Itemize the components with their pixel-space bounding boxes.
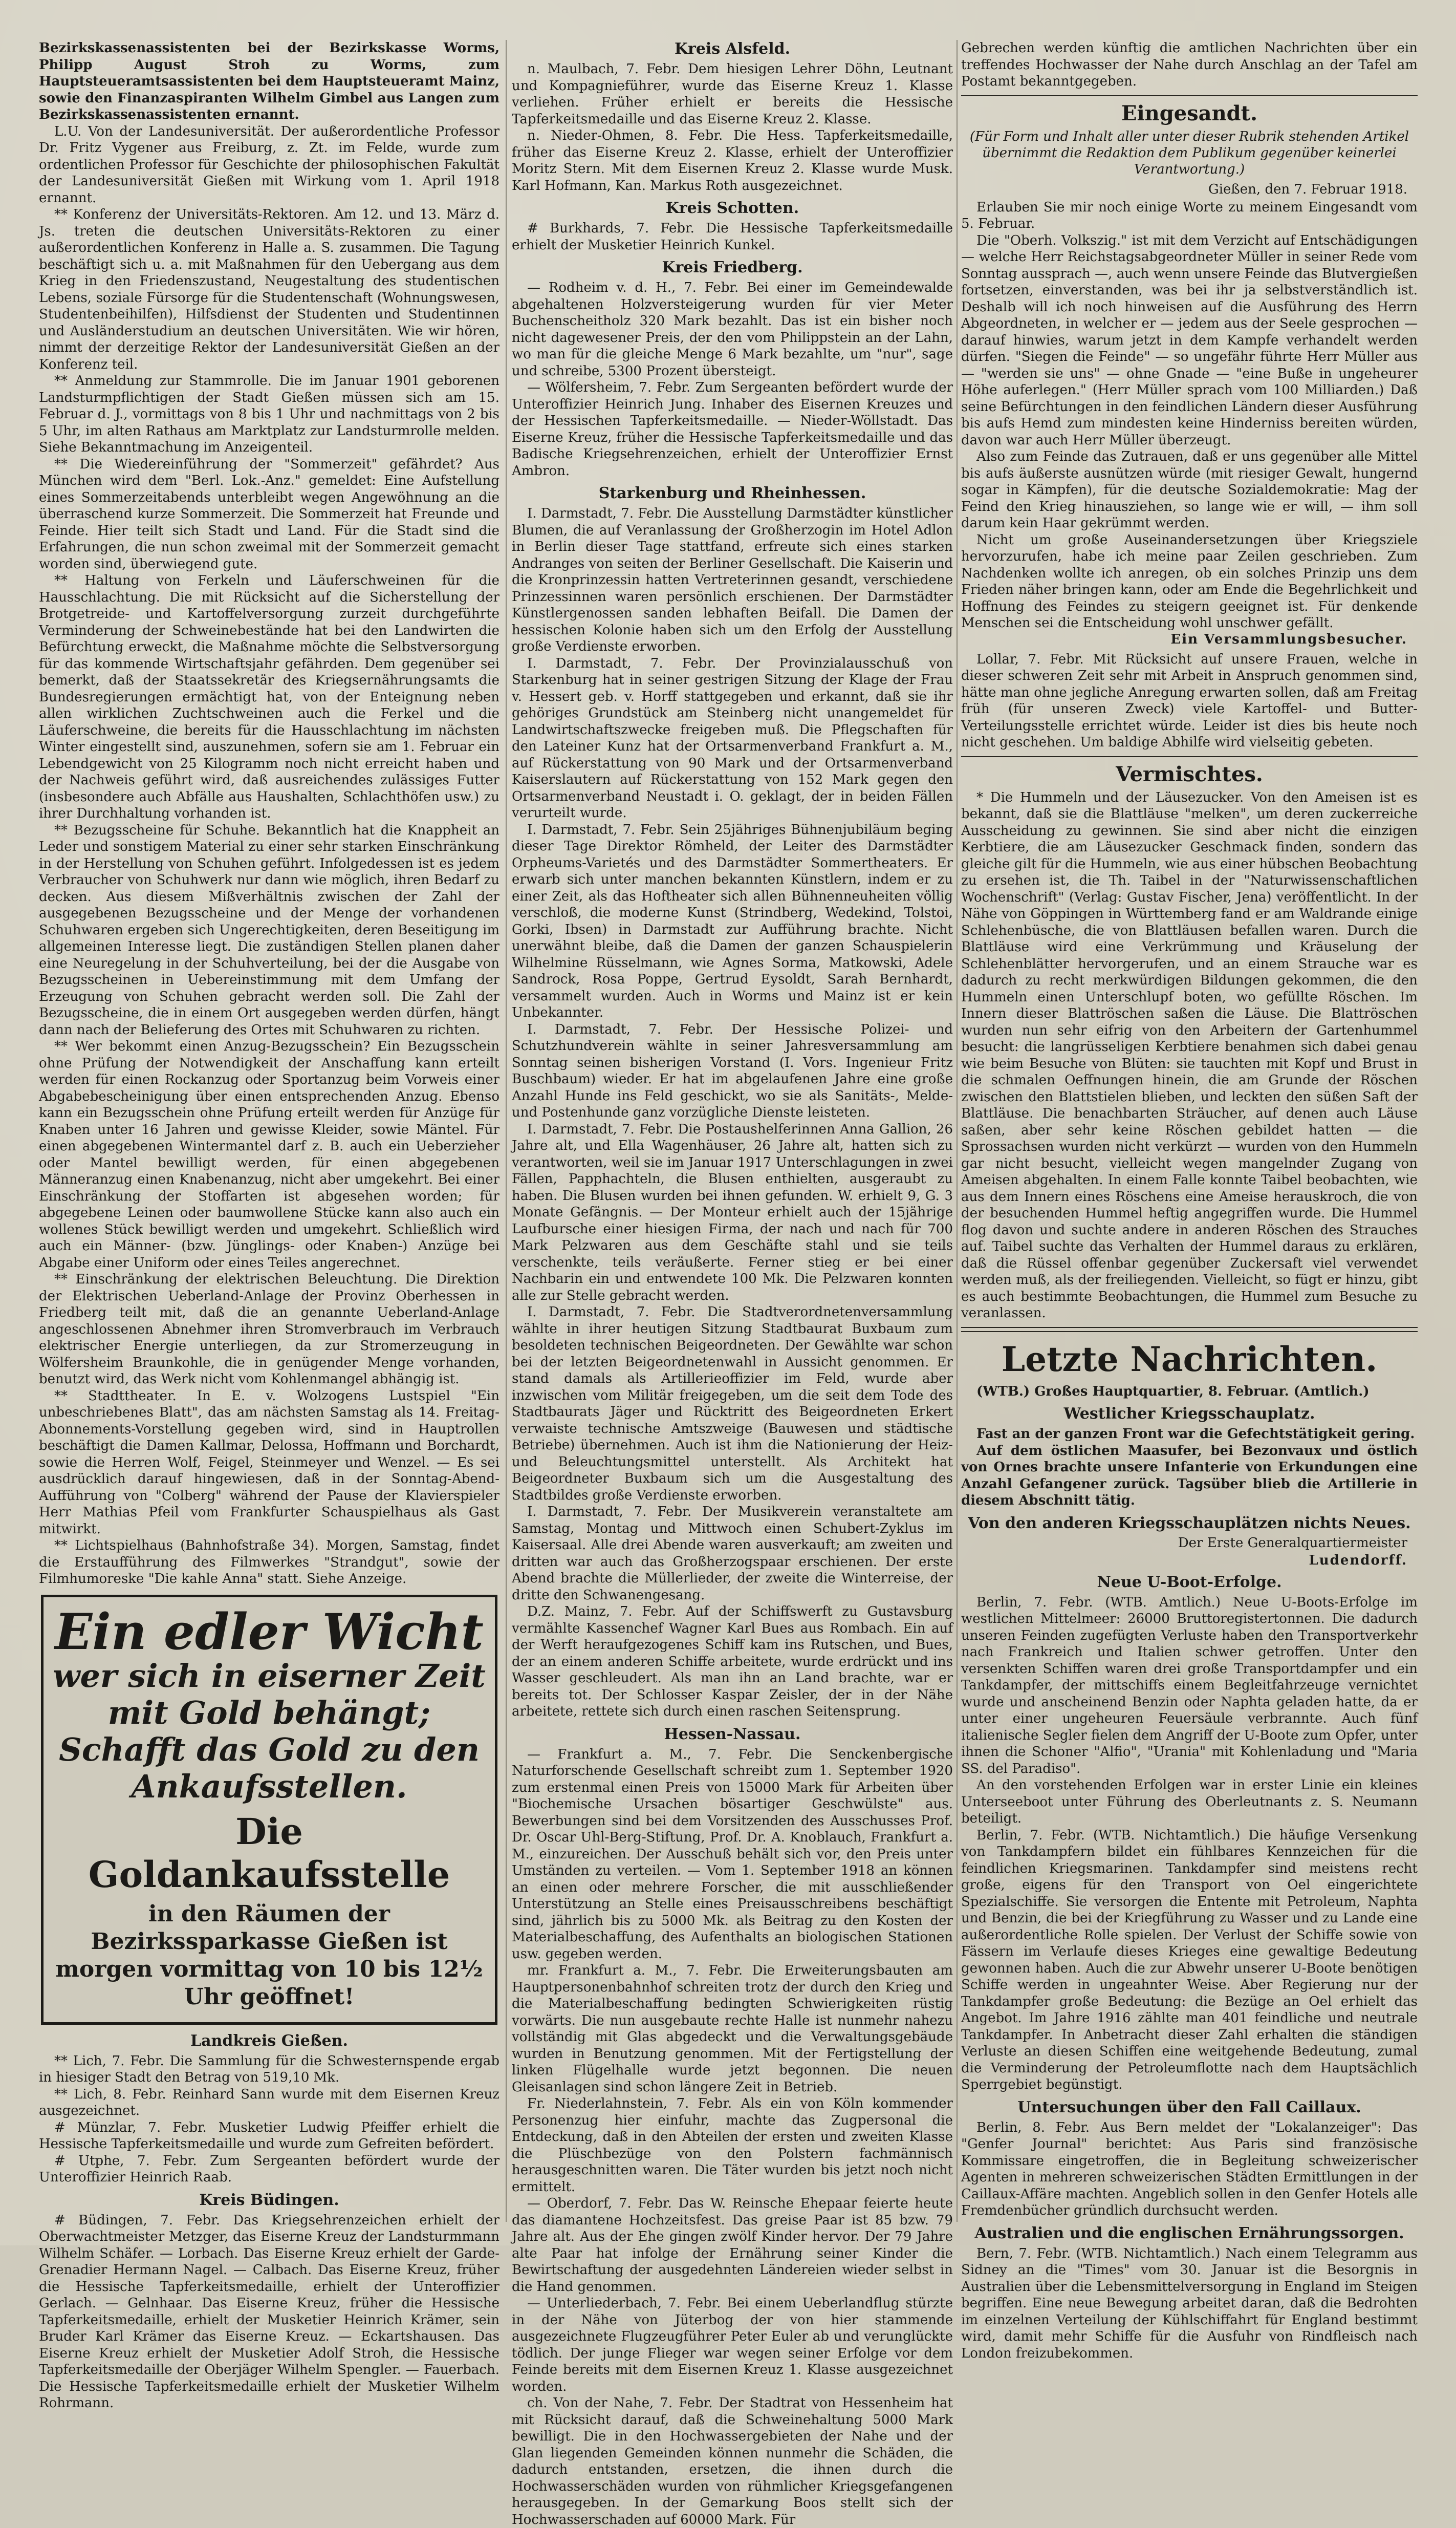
column-rule (506, 40, 507, 2222)
section-heading: Kreis Alsfeld. (674, 40, 791, 58)
article-paragraph: mr. Frankfurt a. M., 7. Febr. Die Erweiterungsbauten am Hauptpersonenbahnhof schreiten trotz der durch den Krieg und die Materialbeschaffung bedingten Schwierigkeiten rüstig vorwärts. Die nun ausgebaute rechte Halle ist nunmehr nahezu vollständig mit Glas abgedeckt und die Verwaltungsgebäude wurden in Benutzung genommen. Mit der Fertigstellung der linken Flügelhalle wurde jetzt begonnen. Die neuen Gleisanlagen sind schon längere Zeit in Betrieb. (512, 1963, 953, 2095)
article-paragraph: — Unterliederbach, 7. Febr. Bei einem Ueberlandflug stürzte in der Nähe von Jüterbog der von hier stammende ausgezeichnete Flugzeugführer Peter Euler ab und verunglückte tödlich. Der junge Flieger war wegen seiner Erfolge vor dem Feinde bereits mit dem Eisernen Kreuz 1. Klasse ausgezeichnet worden. (512, 2296, 953, 2394)
article-paragraph: (WTB.) Großes Hauptquartier, 8. Februar. (Amtlich.) (976, 1383, 1370, 1399)
article-paragraph: Die "Oberh. Volkszig." ist mit dem Verzicht auf Entschädigungen — welche Herr Reichstagsabgeordneter Müller in seiner Rede vom Sonntag aussprach —, auch wenn unsere Feinde das Blutvergießen fortsetzen, einverstanden, was bei ihr ja selbstverständlich ist. Deshalb will ich noch hinweisen auf die Ausführung des Herrn Abgeordneten, in welcher er — jedem aus der Seele gesprochen — darauf hinwies, warum jetzt in dem Kampfe verhandelt werden dürfen. "Siegen die Feinde" — so ungefähr führte Herr Müller aus — "werden sie uns" — ohne Gnade — "eine Buße in ungeheurer Höhe auferlegen." (Herr Müller sprach vom 100 Milliarden.) Daß seine Befürchtungen in den feindlichen Ländern dieser Ausführung bis aufs Hemd zum mindesten keine Hinderniss bereiten würden, davon war auch Herr Müller überzeugt. (961, 232, 1418, 448)
article-paragraph: I. Darmstadt, 7. Febr. Sein 25jähriges Bühnenjubiläum beging dieser Tage Direktor Römheld, der Leiter des Darmstädter Orpheums-Varietés und des Darmstädter Sommertheaters. Er erwarb sich unter manchen bekannten Künstlern, indem er zu einer Zeit, als das Hoftheater sich allen Bühnenneuheiten völlig verschloß, die moderne Kunst (Strindberg, Wedekind, Tolstoi, Gorki, Ibsen) in Darmstadt zur Aufführung brachte. Nicht unerwähnt bleibe, daß die Damen der ganzen Schauspielerin Wilhelmine Rüsselmann, wie Agnes Sorma, Matkowski, Adele Sandrock, Rosa Poppe, Gertrud Eysoldt, Sarah Bernhardt, versammelt wurden. Auch in Worms und Mainz ist er kein Unbekannter. (512, 822, 953, 1020)
section-heading: Vermischtes. (1116, 762, 1263, 786)
article-paragraph: An den vorstehenden Erfolgen war in erster Linie ein kleines Unterseeboot unter Führung des Oberleutnants z. S. Neumann beteiligt. (961, 1777, 1418, 1826)
article-paragraph: ** Stadttheater. In E. v. Wolzogens Lustspiel "Ein unbeschriebenes Blatt", das am nächsten Samstag als 14. Freitag-Abonnements-Vorstellung gegeben wird, sind in Hauptrollen beschäftigt die Damen Kallmar, Delossa, Hoffmann und Borchardt, sowie die Herren Wolf, Feigel, Steinmeyer und Wenzel. — Es sei ausdrücklich darauf hingewiesen, daß in der Sonntag-Abend-Aufführung von "Colberg" während der Pause der Klavierspieler Herr Mathias Pfeil vom Frankfurter Schauspielhaus als Gast mitwirkt. (39, 1388, 499, 1537)
article-paragraph: Berlin, 7. Febr. (WTB. Nichtamtlich.) Die häufige Versenkung von Tankdampfern bildet ein fühlbares Kennzeichen für die feindlichen Kriegsmarinen. Tankdampfer sind meistens recht große, eigens für den Transport von Oel eingerichtete Spezialschiffe. Sie versorgen die Entente mit Petroleum, Naphta und Benzin, die bei der Kriegführung zu Wasser und zu Lande eine außerordentliche Rolle spielen. Der Verlust der Schiffe sowie von Fässern im Verlaufe dieses Krieges eine gewaltige Bedeutung gewonnen haben. Auch die zur Abwehr unserer U-Boote benötigen Schiffe werden in ungeahnter Weise. Aber Regierung nur der Tankdampfer große Bedeutung: die Bezüge an Oel erhielt das Angebot. Im Jahre 1916 zählte man 401 feindliche und neutrale Tankdampfer. In Anbetracht dieser Zahl erhalten die ständigen Verluste an diesen Schiffen eine weitgehende Bedeutung, zumal die Verminderung der Petroleumflotte nach dem Hauptsächlich Sperrgebiet begünstigt. (961, 1827, 1418, 2092)
gold-purchase-advertisement (41, 1595, 497, 2025)
section-heading: Eingesandt. (1121, 101, 1258, 125)
article-paragraph: ** Lich, 8. Febr. Reinhard Sann wurde mit dem Eisernen Kreuz ausgezeichnet. (39, 2086, 499, 2118)
article-paragraph: ** Die Wiedereinführung der "Sommerzeit" gefährdet? Aus München wird dem "Berl. Lok.-Anz." gemeldet: Eine Aufstellung eines Sommerzeitabends unterbleibt wegen Angewöhnung an die überraschend kurze Sommerzeit. Die Sommerzeit hat Freunde und Feinde. Hier teilt sich Stadt und Land. Für die Stadt sind die Erfahrungen, die nun schon zweimal mit der Sommerzeit gemacht worden sind, überwiegend gute. (39, 456, 499, 572)
signature-title: Der Erste Generalquartiermeister (1178, 1535, 1407, 1551)
article-paragraph: ** Wer bekommt einen Anzug-Bezugsschein? Ein Bezugsschein ohne Prüfung der Notwendigkeit der Anschaffung kann erteilt werden für einen Rockanzug oder Sportanzug beim Vorweis einer Abgabebescheinigung über einen entsprechenden Anzug. Ebenso kann ein Bezugsschein ohne Prüfung erteilt werden für Anzüge für Knaben unter 16 Jahren und gewisse Kleider, sowie Mäntel. Für einen abgegebenen Wintermantel darf z. B. auch ein Ueberzieher oder Mantel bewilligt werden, für einen abgegebenen Männeranzug einen Knabenanzug, nicht aber umgekehrt. Bei einer Einschränkung der Stoffarten ist abgesehen worden; für abgegebene Leinen oder baumwollene Stücke kann also auch ein wollenes Stück bewilligt werden und umgekehrt. Schließlich wird auch ein Männer- (bzw. Jünglings- oder Knaben-) Anzüge bei Abgabe einer Uniform oder eines Teiles angerechnet. (39, 1039, 499, 1271)
article-paragraph: Also zum Feinde das Zutrauen, daß er uns gegenüber alle Mittel bis aufs äußerste ausnützen würde (mit riesiger Gewalt, hungernd sogar in Kämpfen), für die deutsche Sozialdemokratie: Mag der Feind den Krieg hinausziehen, so lange wie er will, — ihm soll darum kein Haar gekrümmt werden. (961, 449, 1418, 531)
article-paragraph: Erlauben Sie mir noch einige Worte zu meinem Eingesandt vom 5. Februar. (961, 199, 1418, 231)
signature: Ein Versammlungsbesucher. (1170, 631, 1407, 647)
divider (961, 1327, 1418, 1332)
article-paragraph: * Die Hummeln und der Läusezucker. Von den Ameisen ist es bekannt, daß sie die Blattläuse "melken", um deren zuckerreiche Ausscheidung zu gewinnen. Sie sind aber nicht die einzigen Kerbtiere, die am Läusezucker Geschmack finden, sondern das gleiche gilt für die Hummeln, wie aus einer hübschen Beobachtung zu ersehen ist, die Th. Taibel in der "Naturwissenschaftlichen Wochenschrift" (Verlag: Gustav Fischer, Jena) veröffentlicht. In der Nähe von Göppingen in Württemberg fand er am Waldrande einige Schlehenbüsche, die von Blattläusen befallen waren. Durch die Blattläuse wird eine Verkrümmung und Kräuselung der Schlehenblätter hervorgerufen, und an einem Strauche war es dadurch zu recht merkwürdigen Bildungen gekommen, die den Hummeln einen Unterschlupf boten, wo gefüllte Röschen. Im Innern dieser Blattröschen saßen die Läuse. Die Blattröschen wurden nun sehr eifrig von den Arbeitern der Gartenhummel besucht: die langrüsseligen Kerbtiere benahmen sich dabei genau wie beim Besuche von Blüten: sie tauchten mit Kopf und Brust in die schmalen Oeffnungen hinein, die am Grunde der Röschen zwischen den Blattstielen blieben, und leckten den süßen Saft der Blattläuse. Die benachbarten Sträucher, auf denen auch Läuse saßen, aber sehr keine Röschen gebildet hatten — die Sprossachsen wurden nicht verkürzt — wurden von den Hummeln gar nicht besucht, vielleicht wegen mangelnder Zugang von Ameisen abgehalten. In einem Falle konnte Taibel beobachten, wie aus dem Innern eines Röschens eine Ameise herauskroch, die von der besuchenden Hummel heftig angegriffen wurde. Die Hummel flog davon und suchte andere in anderen Röschen des Strauches auf. Taibel suchte das Verhalten der Hummel daraus zu erklären, daß die Rüssel offenbar gegenüber Zuckersaft viel verwendet werden muß, als der freiliegenden. Vielleicht, so fügt er hinzu, gibt es auch bestimmte Beobachtungen, die Hummel zum Besuche zu veranlassen. (961, 789, 1418, 1321)
section-heading: Starkenburg und Rheinhessen. (598, 484, 866, 502)
section-heading: Kreis Büdingen. (199, 2191, 339, 2209)
article-paragraph: Berlin, 7. Febr. (WTB. Amtlich.) Neue U-Boots-Erfolge im westlichen Mittelmeer: 26000 Bruttoregistertonnen. Die dadurch unseren Feinden zugefügten Verluste haben den Transportverkehr nach Frankreich und Italien schwer getroffen. Unter den versenkten Schiffen waren drei große Transportdampfer und ein Tankdampfer, der mittschiffs einem Begleitfahrzeuge vernichtet wurde und anscheinend Benzin oder Naphta geladen hatte, da er unter einer ungeheuren Feuersäule verbrannte. Auch fünf italienische Segler fielen dem Angriff der U-Boote zum Opfer, unter ihnen die Schoner "Alfio", "Urania" mit Kohlenladung und "Maria SS. del Paradiso". (961, 1594, 1418, 1776)
article-paragraph: Fr. Niederlahnstein, 7. Febr. Als ein von Köln kommender Personenzug hier einfuhr, machte das Zugpersonal die Entdeckung, daß in den Abteilen der ersten und zweiten Klasse die Plüschbezüge von den Polstern fachmännisch herausgeschnitten waren. Die Täter wurden bis jetzt noch nicht ermittelt. (512, 2096, 953, 2195)
section-heading: Hessen-Nassau. (664, 1725, 801, 1743)
article-paragraph: Berlin, 8. Febr. Aus Bern meldet der "Lokalanzeiger": Das "Genfer Journal" berichtet: Aus Paris sind französische Kommissare eingetroffen, die in Begleitung schweizerischer Agenten in mehreren schweizerischen Städten Ermittlungen in der Caillaux-Affäre machten. Angeblich sollen in den Genfer Hotels alle Fremdenbücher gründlich durchsucht werden. (961, 2119, 1418, 2218)
article-paragraph: I. Darmstadt, 7. Febr. Der Musikverein veranstaltete am Samstag, Montag und Mittwoch einen Schubert-Zyklus im Kaisersaal. Alle drei Abende waren ausverkauft; am zweiten und dritten war auch das Großherzogspaar erschienen. Der erste Abend brachte die Müllerlieder, der zweite die Winterreise, der dritte den Schwanengesang. (512, 1504, 953, 1603)
article-paragraph: # Büdingen, 7. Febr. Das Kriegsehrenzeichen erhielt der Oberwachtmeister Metzger, das Eiserne Kreuz der Landsturmmann Wilhelm Schäfer. — Lorbach. Das Eiserne Kreuz erhielt der Garde-Grenadier Hermann Nagel. — Calbach. Das Eiserne Kreuz, früher die Hessische Tapferkeitsmedaille, erhielt der Unteroffizier Gerlach. — Gelnhaar. Das Eiserne Kreuz, früher die Hessische Tapferkeitsmedaille, erhielt der Musketier Heinrich Krämer, sein Bruder Karl Krämer das Eiserne Kreuz. — Eckartshausen. Das Eiserne Kreuz erhielt der Musketier Adolf Stroh, die Hessische Tapferkeitsmedaille der Oberjäger Wilhelm Spengler. — Fauerbach. Die Hessische Tapferkeitsmedaille erhielt der Musketier Wilhelm Rohrmann. (39, 2212, 499, 2411)
article-paragraph: — Wölfersheim, 7. Febr. Zum Sergeanten befördert wurde der Unteroffizier Heinrich Jung. Inhaber des Eisernen Kreuzes und der Hessischen Tapferkeitsmedaille. — Nieder-Wöllstadt. Das Eiserne Kreuz, früher die Hessische Tapferkeitsmedaille und das Badische Kriegsehrenzeichen, erhielt der Unteroffizier Ernst Ambron. (512, 380, 953, 479)
article-paragraph: — Oberdorf, 7. Febr. Das W. Reinsche Ehepaar feierte heute das diamantene Hochzeitsfest. Das greise Paar ist 85 bzw. 79 Jahre alt. Aus der Ehe gingen zwölf Kinder hervor. Der 79 Jahre alte Paar hat infolge der Ernährung seiner Kinder die Bewirtschaftung der ausgedehnten Ländereien wieder selbst in die Hand genommen. (512, 2196, 953, 2295)
article-paragraph: # Münzlar, 7. Febr. Musketier Ludwig Pfeiffer erhielt die Hessische Tapferkeitsmedaille und wurde zum Gefreiten befördert. (39, 2119, 499, 2152)
article-paragraph: Fast an der ganzen Front war die Gefechtstätigkeit gering. (976, 1426, 1415, 1442)
article-paragraph: D.Z. Mainz, 7. Febr. Auf der Schiffswerft zu Gustavsburg vermählte Kassenchef Wagner Karl Bues aus Rombach. Ein auf der Werft heraufgezogenes Schiff kam ins Rutschen, und Bues, der an einem anderen Schiffe arbeitete, wurde erdrückt und ins Wasser geschleudert. Als man ihn an Land brachte, war er bereits tot. Der Schlosser Kaspar Zeisler, der in der Nähe arbeitete, rettete sich durch einen raschen Seitensprung. (512, 1604, 953, 1719)
ad-title: Die Goldankaufsstelle (88, 1810, 450, 1896)
article-paragraph: Gebrechen werden künftig die amtlichen Nachrichten über ein treffendes Hochwasser der Nahe durch Anschlag an der Tafel am Postamt bekanntgegeben. (961, 40, 1418, 89)
subsection-heading: Untersuchungen über den Fall Caillaux. (1017, 2098, 1361, 2116)
article-paragraph: # Burkhards, 7. Febr. Die Hessische Tapferkeitsmedaille erhielt der Musketier Heinrich Kunkel. (512, 221, 953, 253)
subsection-heading: Von den anderen Kriegsschauplätzen nichts Neues. (968, 1514, 1411, 1532)
article-paragraph: I. Darmstadt, 7. Febr. Die Ausstellung Darmstädter künstlicher Blumen, die auf Veranlassung der Großherzogin im Hotel Adlon in Berlin dieser Tage stattfand, erfreute sich eines starken Andranges von seiten der Berliner Gesellschaft. Die Kaiserin und die Kronprinzessin hatten Vertreterinnen gesandt, verschiedene Prinzessinnen waren persönlich erschienen. Der Darmstädter Künstlergenossen sanden lebhaften Beifall. Die Damen der hessischen Kolonie haben sich um den Erfolg der Ausstellung große Verdienste erworben. (512, 506, 953, 654)
article-paragraph: Bezirkskassenassistenten bei der Bezirkskasse Worms, Philipp August Stroh zu Worms, zum Hauptsteueramtsassistenten bei dem Hauptsteueramt Mainz, sowie den Finanzaspiranten Wilhelm Gimbel aus Langen zum Bezirkskassenassistenten ernannt. (39, 40, 499, 122)
article-paragraph: Auf dem östlichen Maasufer, bei Bezonvaux und östlich von Ornes brachte unsere Infanterie von Erkundungen eine Anzahl Gefangener zurück. Tagsüber blieb die Artillerie in diesem Abschnitt tätig. (961, 1443, 1418, 1508)
article-paragraph: ** Bezugsscheine für Schuhe. Bekanntlich hat die Knappheit an Leder und sonstigem Material zu einer sehr starken Einschränkung in der Herstellung von Schuhen geführt. Infolgedessen ist es jedem Verbraucher von Schuhwerk nur dann wie möglich, ihren Bedarf zu decken. Aus diesem Mißverhältnis zwischen der Zahl der ausgegebenen Bezugsscheine und der Menge der vorhandenen Schuhwaren ergeben sich Ungerechtigkeiten, deren Beseitigung im allgemeinen Interesse liegt. Die zuständigen Stellen planen daher eine Neuregelung in der Schuhverteilung, bei der die Ausgabe von Bezugsscheinen in Uebereinstimmung mit dem Umfang der Erzeugung von Schuhen gebracht werden soll. Die Zahl der Bezugsscheine, die in einem Ort ausgegeben werden dürfen, hängt dann nach der Belieferung des Ortes mit Schuhwaren zu richten. (39, 822, 499, 1038)
article-paragraph: I. Darmstadt, 7. Febr. Der Provinzialausschuß von Starkenburg hat in seiner gestrigen Sitzung der Klage der Frau v. Hessert geb. v. Horff stattgegeben und erkannt, daß sie ihr gehöriges Grundstück am Steinberg nicht unangemeldet für Landwirtschaftszwecke freigeben muß. Die Pflegschaften für den Lateiner Kunz hat der Ortsarmenverband Frankfurt a. M., auf Rückerstattung von 90 Mark und der Ortsarmenverband Kaiserslautern auf Rückerstattung von 152 Mark gegen den Ortsarmenverband Neustadt i. O. geklagt, der in beiden Fällen verurteilt wurde. (512, 655, 953, 821)
article-paragraph: — Frankfurt a. M., 7. Febr. Die Senckenbergische Naturforschende Gesellschaft schreibt zum 1. September 1920 zum erstenmal einen Preis von 15000 Mark für Arbeiten über "Biochemische Ursachen bösartiger Geschwülste" aus. Bewerbungen sind bei dem Vorsitzenden des Ausschusses Prof. Dr. Oscar Uhl-Berg-Stiftung, Prof. Dr. A. Knoblauch, Frankfurt a. M., einzureichen. Der Ausschuß behält sich vor, den Preis unter Umständen zu verteilen. — Vom 1. September 1918 an können an einen oder mehrere Forscher, die mit ausschließender Unterstützung an Stelle eines Preisausschreibens beschäftigt sind, jährlich bis zu 5000 Mk. als Beitrag zu den Kosten der Materialbeschaffung, des Aufenthalts an biologischen Stationen usw. gegeben werden. (512, 1746, 953, 1962)
article-paragraph: ** Lichtspielhaus (Bahnhofstraße 34). Morgen, Samstag, findet die Erstaufführung des Filmwerkes "Strandgut", sowie der Filmhumoreske "Die kahle Anna" statt. Siehe Anzeige. (39, 1538, 499, 1587)
article-paragraph: ** Konferenz der Universitäts-Rektoren. Am 12. und 13. März d. Js. treten die deutschen Universitäts-Rektoren zu einer außerordentlichen Konferenz in Halle a. S. zusammen. Die Tagung beschäftigt sich u. a. mit Maßnahmen für den Uebergang aus dem Krieg in den Friedenszustand, Neugestaltung des studentischen Lebens, soziale Fürsorge für die Studentenschaft (Wohnungswesen, Studentenbeihilfen), Hilfsdienst der Studenten und Studentinnen und Ausländerstudium an deutschen Universitäten. Wie wir hören, nimmt der derzeitige Rektor der Landesuniversität Gießen an der Konferenz teil. (39, 207, 499, 372)
column-rule (957, 40, 958, 2222)
article-paragraph: # Utphe, 7. Febr. Zum Sergeanten befördert wurde der Unteroffizier Heinrich Raab. (39, 2153, 499, 2185)
article-paragraph: ** Lich, 7. Febr. Die Sammlung für die Schwesternspende ergab in hiesiger Stadt den Betrag von 519,10 Mk. (39, 2053, 499, 2085)
article-paragraph: ch. Von der Nahe, 7. Febr. Der Stadtrat von Hessenheim hat mit Rücksicht darauf, daß die Schweinehaltung 5000 Mark bewilligt. Die in den Hochwassergebieten der Nahe und der Glan liegenden Gemeinden können nunmehr die Schäden, die dadurch entstanden, ersetzen, die ihnen durch die Hochwasserschäden wurden von rühmlicher Kriegsgefangenen herausgegeben. In der Gemarkung Boos stellt sich der Hochwasserschaden auf 60000 Mark. Für (512, 2395, 953, 2527)
column-left (39, 40, 499, 2411)
article-paragraph: Nicht um große Auseinandersetzungen über Kriegsziele hervorzurufen, habe ich meine paar Zeilen geschrieben. Zum Nachdenken wollte ich anregen, ob ein solches Prinzip uns dem Frieden näher bringen kann, oder am Ende die Begehrlichkeit und Hoffnung des Feindes zu steigern geeignet ist. Für denkende Menschen sei die Entscheidung wohl unschwer gefällt. (961, 532, 1418, 631)
article-paragraph: ** Anmeldung zur Stammrolle. Die im Januar 1901 geborenen Landsturmpflichtigen der Stadt Gießen müssen sich am 15. Februar d. J., vormittags von 8 bis 1 Uhr und nachmittags von 2 bis 5 Uhr, im alten Rathaus am Marktplatz zur Landsturmrolle melden. Siehe Bekanntmachung im Anzeigenteil. (39, 373, 499, 455)
article-paragraph: I. Darmstadt, 7. Febr. Die Postaushelferinnen Anna Gallion, 26 Jahre alt, und Ella Wagenhäuser, 26 Jahre alt, hatten sich zu verantworten, weil sie im Januar 1917 Unterschlagungen in zwei Fällen, Papphachteln, die Blusen enthielten, ausgeraubt zu haben. Die Blusen wurden bei ihnen gefunden. W. erhielt 9, G. 3 Monate Gefängnis. — Der Monteur erhielt auch der 15jährige Laufbursche einer hiesigen Firma, der nach und nach für 700 Mark Pelzwaren aus dem Geschäfte stahl und sie teils verschenkte, teils veräußerte. Ferner stieg er bei einer Nachbarin ein und entwendete 100 Mk. Die Pelzwaren konnten alle zur Stelle gebracht werden. (512, 1121, 953, 1303)
subsection-heading: Westlicher Kriegsschauplatz. (1063, 1405, 1315, 1423)
column-right (961, 40, 1418, 2361)
ad-details: in den Räumen der Bezirkssparkasse Gießen ist morgen vormittag von 10 bis 12½ Uhr geöffnet! (55, 1900, 483, 2010)
ad-headline: Ein edler Wicht (55, 1602, 484, 1661)
article-paragraph: ** Haltung von Ferkeln und Läuferschweinen für die Hausschlachtung. Die mit Rücksicht auf die Sicherstellung der Brotgetreide- und Kartoffelversorgung zurzeit durchgeführte Verminderung der Schweinebestände hat bei den Landwirten die Befürchtung erweckt, die Maßnahme möchte die Selbstversorgung für das kommende Wirtschaftsjahr gefährden. Dem gegenüber sei bemerkt, daß der Staatssekretär des Kriegsernährungsamts die Bundesregierungen ermächtigt hat, von der Enteignung neben allen wirklichen Zuchtschweinen auch die Ferkel und die Läuferschweine, die bereits für die Hausschlachtung im nächsten Winter eingestellt sind, auszunehmen, sofern sie am 1. Februar ein Lebendgewicht von 25 Kilogramm noch nicht erreicht haben und der Nachweis geführt wird, daß ausreichendes zulässiges Futter (insbesondere auch Abfälle aus Haushalten, Schlachthöfen usw.) zu ihrer Durchhaltung vorhanden ist. (39, 573, 499, 821)
article-paragraph: n. Maulbach, 7. Febr. Dem hiesigen Lehrer Döhn, Leutnant und Kompagnieführer, wurde das Eiserne Kreuz 1. Klasse verliehen. Früher erhielt er bereits die Hessische Tapferkeitsmedaille und das Eiserne Kreuz 2. Klasse. (512, 61, 953, 127)
section-heading: Kreis Schotten. (665, 199, 799, 217)
article-paragraph: Lollar, 7. Febr. Mit Rücksicht auf unsere Frauen, welche in dieser schweren Zeit sehr mit Arbeit in Anspruch genommen sind, hätte man ohne jegliche Anregung erwarten sollen, daß am Freitag früh (für unseren Zweck) viele Kartoffel- und Butter-Verteilungsstelle errichtet würde. Leider ist dies bis heute noch nicht geschehen. Um baldige Abhilfe wird vielseitig gebeten. (961, 651, 1418, 750)
section-disclaimer: (Für Form und Inhalt aller unter dieser Rubrik stehenden Artikel übernimmt die Redaktion dem Publikum gegenüber keinerlei Verantwortung.) (969, 128, 1409, 177)
article-paragraph: ** Einschränkung der elektrischen Beleuchtung. Die Direktion der Elektrischen Ueberland-Anlage der Provinz Oberhessen in Friedberg teilt mit, daß die an genannte Ueberland-Anlage angeschlossenen Abnehmer ihren Stromverbrauch im Verbrauch elektrischer Energie unterliegen, da zur Stromerzeugung in Wölfersheim Braunkohle, die in genügender Menge vorhanden, benutzt wird, das Werk nicht vom Kohlenmangel abhängig ist. (39, 1272, 499, 1387)
ad-slogan: wer sich in eiserner Zeit mit Gold behängt; Schafft das Gold zu den Ankaufsstellen. (53, 1657, 486, 1805)
article-paragraph: — Rodheim v. d. H., 7. Febr. Bei einer im Gemeindewalde abgehaltenen Holzversteigerung wurden für vier Meter Buchenscheitholz 320 Mark bezahlt. Das ist ein bisher noch nicht dagewesener Preis, der den vom Philippstein an der Lahn, wo man für die gleiche Menge 6 Mark bezahlte, um "nur", sage und schreibe, 5300 Prozent übersteigt. (512, 280, 953, 379)
signature: Ludendorff. (1309, 1552, 1407, 1568)
divider (961, 756, 1418, 757)
section-heading-latest-news: Letzte Nachrichten. (1001, 1339, 1378, 1379)
subsection-heading: Australien und die englischen Ernährungssorgen. (974, 2224, 1404, 2242)
article-paragraph: I. Darmstadt, 7. Febr. Der Hessische Polizei- und Schutzhundverein wählte in seiner Jahresversammlung am Sonntag seinen bisherigen Vorstand (I. Vors. Ingenieur Fritz Buschbaum) wieder. Er hat im abgelaufenen Jahre eine große Anzahl Hunde ins Feld geschickt, wo sie als Sanitäts-, Melde- und Postenhunde ganz vorzügliche Dienste leisteten. (512, 1021, 953, 1120)
column-middle (512, 40, 953, 2527)
article-paragraph: n. Nieder-Ohmen, 8. Febr. Die Hess. Tapferkeitsmedaille, früher das Eiserne Kreuz 2. Klasse, erhielt der Unteroffizier Moritz Stern. Mit dem Eisernen Kreuz 2. Klasse wurde Musk. Karl Hofmann, Kan. Markus Roth ausgezeichnet. (512, 128, 953, 194)
divider (961, 95, 1418, 96)
article-paragraph: I. Darmstadt, 7. Febr. Die Stadtverordnetenversammlung wählte in ihrer heutigen Sitzung Stadtbaurat Buxbaum zum besoldeten technischen Beigeordneten. Der Gewählte war schon bei der letzten Beigeordnetenwahl in Aussicht genommen. Er stand damals als Artillerieoffizier im Feld, wurde aber inzwischen vom Militär freigegeben, um die seit dem Tode des Stadtbaurats Jäger und Rücktritt des Beigeordneten Erkert verwaiste technische Amtszweige (Bauwesen und städtische Betriebe) übernehmen. Auch ist ihm die Nationierung der Heiz- und Beleuchtungsmittel unterstellt. Als Architekt hat Beigeordneter Buxbaum sich um die Ausgestaltung des Stadtbildes große Verdienste erworben. (512, 1304, 953, 1503)
article-paragraph: Bern, 7. Febr. (WTB. Nichtamtlich.) Nach einem Telegramm aus Sidney an die "Times" vom 30. Januar ist die Besorgnis in Australien über die Lebensmittelversorgung in England im Steigen begriffen. Eine neue Bewegung arbeitet daran, daß die Bedrohten im einzelnen Verteilung der Kühlschiffahrt für England bestimmt wird, damit mehr Schiffe für die Ausfuhr von Rindfleisch nach London freizubekommen. (961, 2245, 1418, 2361)
dateline: Gießen, den 7. Februar 1918. (1208, 181, 1407, 197)
section-heading: Landkreis Gießen. (190, 2031, 348, 2050)
subsection-heading: Neue U-Boot-Erfolge. (1097, 1573, 1282, 1591)
section-heading: Kreis Friedberg. (662, 259, 803, 276)
article-paragraph: L.U. Von der Landesuniversität. Der außerordentliche Professor Dr. Fritz Vygener aus Freiburg, z. Zt. im Felde, wurde zum ordentlichen Professor für Geschichte der philosophischen Fakultät der Landesuniversität Gießen mit Wirkung vom 1. April 1918 ernannt. (39, 123, 499, 206)
